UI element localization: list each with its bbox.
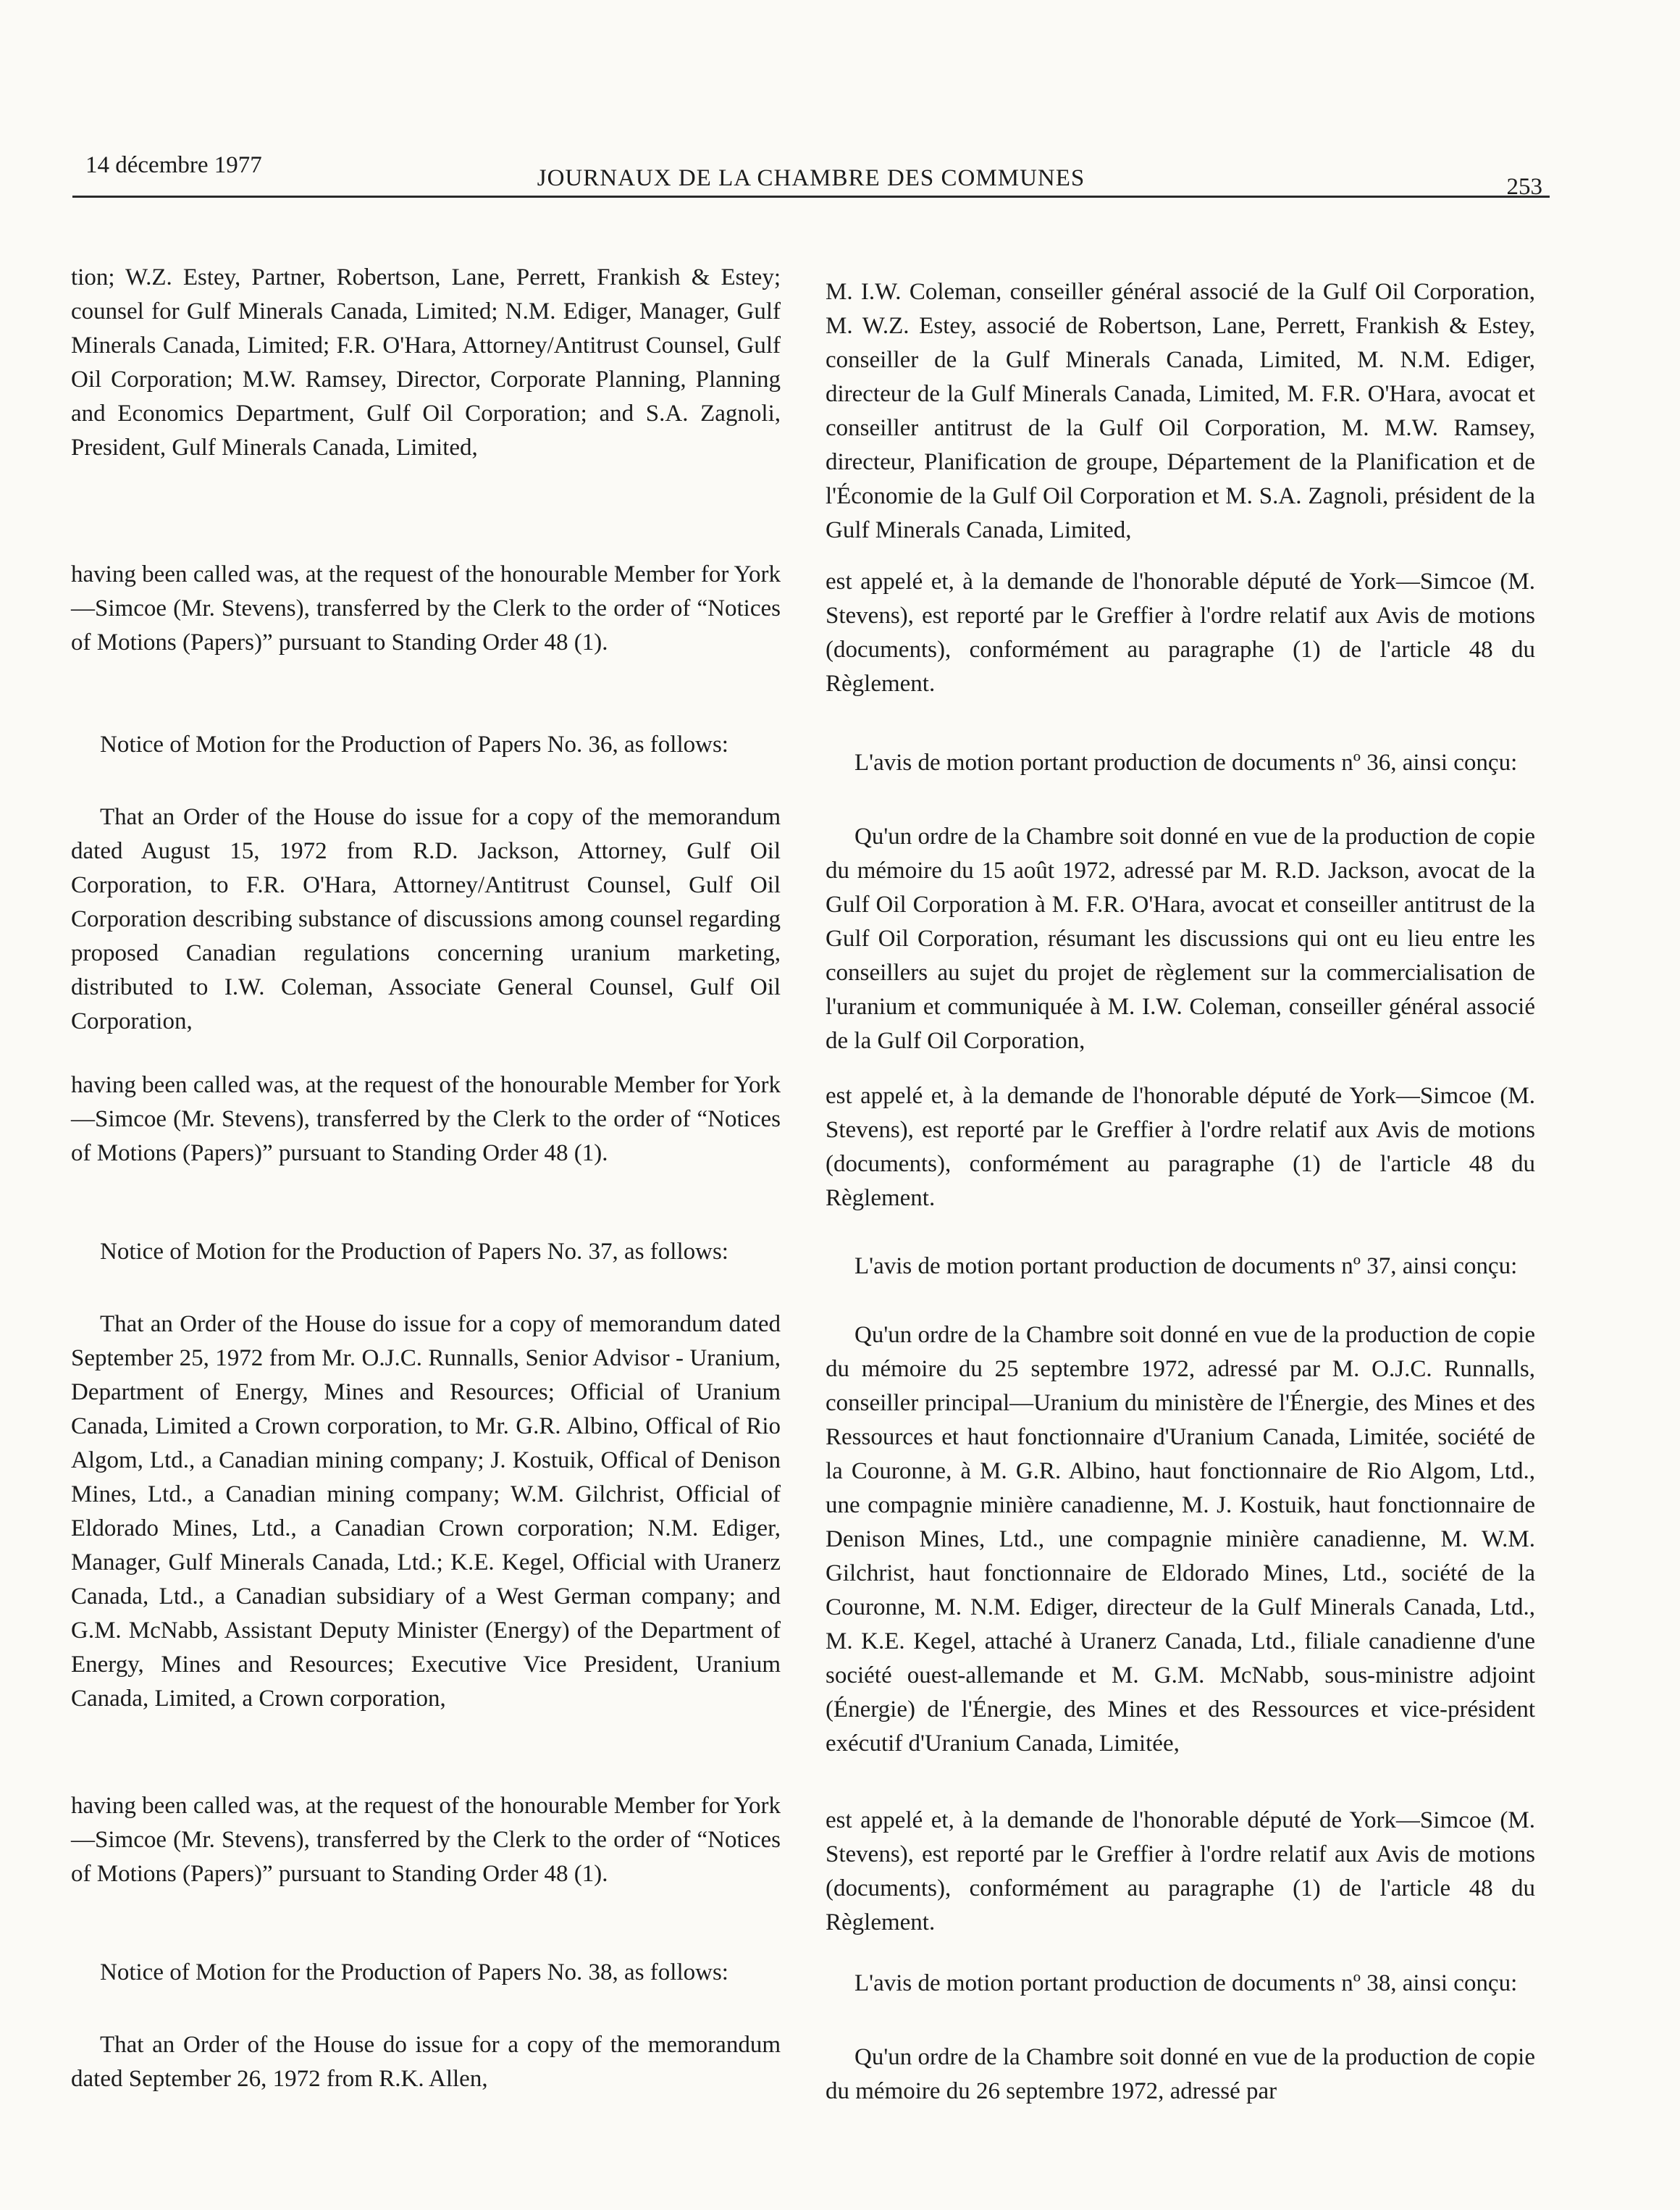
fr-paragraph-2: est appelé et, à la demande de l'honorable député de York—Simcoe (M. Stevens), est reporté par le Greffier à l'ordre relatif aux Avis de motions (documents), conformément au paragraphe (1) de l'article 48 du Règlement. xyxy=(826,569,1535,697)
fr-order-36: Qu'un ordre de la Chambre soit donné en vue de la production de copie du mémoire du 15 août 1972, adressé par M. R.D. Jackson, avocat de la Gulf Oil Corporation à M. F.R. O'Hara, avocat et conseiller antitrust de la Gulf Oil Corporation, résumant les discussions qui ont eu lieu entre les conseillers au sujet du projet de règlement sur la commercialisation de l'uranium et communiquée à M. I.W. Coleman, conseiller général associé de la Gulf Oil Corporation, xyxy=(826,824,1535,1054)
fr-order-37: Qu'un ordre de la Chambre soit donné en vue de la production de copie du mémoire du 25 septembre 1972, adressé par M. O.J.C. Runnalls, conseiller principal—Uranium du ministère de l'Énergie, des Mines et des Ressources et haut fonctionnaire d'Uranium Canada, Limitée, société de la Couronne, à M. G.R. Albino, haut fonctionnaire de Rio Algom, Ltd., une compagnie minière canadienne, M. J. Kostuik, haut fonctionnaire de Denison Mines, Ltd., une compagnie minière canadienne, M. W.M. Gilchrist, haut fonctionnaire de Eldorado Mines, Ltd., société de la Couronne, M. N.M. Ediger, directeur de la Gulf Minerals Canada, Ltd., M. K.E. Kegel, attaché à Uranerz Canada, Ltd., filiale canadienne d'une société ouest-allemande et M. G.M. McNabb, sous-ministre adjoint (Énergie) de l'Énergie, des Mines et des Ressources et vice-président exécutif d'Uranium Canada, Limitée, xyxy=(826,1322,1535,1757)
en-order-37: That an Order of the House do issue for a copy of memorandum dated September 25, 1972 from Mr. O.J.C. Runnalls, Senior Advisor - Uranium, Department of Energy, Mines and Resources; Official of Uranium Canada, Limited a Crown corporation, to Mr. G.R. Albino, Offical of Rio Algom, Ltd., a Canadian mining company; J. Kostuik, Offical of Denison Mines, Ltd., a Canadian mining company; W.M. Gilchrist, Official of Eldorado Mines, Ltd., a Canadian Crown corporation; N.M. Ediger, Manager, Gulf Minerals Canada, Ltd.; K.E. Kegel, Official with Uranerz Canada, Ltd., a Canadian subsidiary of a West German company; and G.M. McNabb, Assistant Deputy Minister (Energy) of the Department of Energy, Mines and Resources; Executive Vice President, Uranium Canada, Limited, a Crown corporation, xyxy=(71,1311,781,1712)
fr-order-38: Qu'un ordre de la Chambre soit donné en vue de la production de copie du mémoire du 26 septembre 1972, adressé par xyxy=(826,2044,1535,2104)
en-paragraph-2: having been called was, at the request of the honourable Member for York—Simcoe (Mr. Stevens), transferred by the Clerk to the order of “Notices of Motions (Papers)” pursuant to Standing Order 48 (1). xyxy=(71,561,781,656)
header-date: 14 décembre 1977 xyxy=(85,152,262,178)
fr-notice-37: L'avis de motion portant production de documents nº 37, ainsi conçu: xyxy=(854,1253,1518,1279)
page-number: 253 xyxy=(1506,174,1542,200)
en-notice-37: Notice of Motion for the Production of Papers No. 37, as follows: xyxy=(100,1239,728,1265)
en-paragraph-1: tion; W.Z. Estey, Partner, Robertson, Lane, Perrett, Frankish & Estey; counsel for Gulf Minerals Canada, Limited; N.M. Ediger, Manager, Gulf Minerals Canada, Limited; F.R. O'Hara, Attorney/Antitrust Counsel, Gulf Oil Corporation; M.W. Ramsey, Director, Corporate Planning, Planning and Economics Department, Gulf Oil Corporation; and S.A. Zagnoli, President, Gulf Minerals Canada, Limited, xyxy=(71,264,781,461)
en-notice-38: Notice of Motion for the Production of Papers No. 38, as follows: xyxy=(100,1959,728,1985)
en-order-38: That an Order of the House do issue for a copy of the memorandum dated September 26, 1972 from R.K. Allen, xyxy=(71,2032,781,2092)
fr-paragraph-5: est appelé et, à la demande de l'honorable député de York—Simcoe (M. Stevens), est reporté par le Greffier à l'ordre relatif aux Avis de motions (documents), conformément au paragraphe (1) de l'article 48 du Règlement. xyxy=(826,1083,1535,1211)
en-order-36: That an Order of the House do issue for a copy of the memorandum dated August 15, 1972 from R.D. Jackson, Attorney, Gulf Oil Corporation, to F.R. O'Hara, Attorney/Antitrust Counsel, Gulf Oil Corporation describing substance of discussions among counsel regarding proposed Canadian regulations concerning uranium marketing, distributed to I.W. Coleman, Associate General Counsel, Gulf Oil Corporation, xyxy=(71,804,781,1034)
header-journal-title: JOURNAUX DE LA CHAMBRE DES COMMUNES xyxy=(537,165,1085,191)
page-header xyxy=(72,145,1550,198)
fr-paragraph-8: est appelé et, à la demande de l'honorable député de York—Simcoe (M. Stevens), est reporté par le Greffier à l'ordre relatif aux Avis de motions (documents), conformément au paragraphe (1) de l'article 48 du Règlement. xyxy=(826,1807,1535,1935)
en-paragraph-8: having been called was, at the request of the honourable Member for York—Simcoe (Mr. Stevens), transferred by the Clerk to the order of “Notices of Motions (Papers)” pursuant to Standing Order 48 (1). xyxy=(71,1793,781,1887)
fr-paragraph-1: M. I.W. Coleman, conseiller général associé de la Gulf Oil Corporation, M. W.Z. Estey, associé de Robertson, Lane, Perrett, Frankish & Estey, conseiller de la Gulf Minerals Canada, Limited, M. N.M. Ediger, directeur de la Gulf Minerals Canada, Limited, M. F.R. O'Hara, avocat et conseiller antitrust de la Gulf Oil Corporation, M. M.W. Ramsey, directeur, Planification de groupe, Département de la Planification et de l'Économie de la Gulf Oil Corporation et M. S.A. Zagnoli, président de la Gulf Minerals Canada, Limited, xyxy=(826,279,1535,543)
fr-notice-38: L'avis de motion portant production de documents nº 38, ainsi conçu: xyxy=(854,1970,1518,1996)
fr-notice-36: L'avis de motion portant production de documents nº 36, ainsi conçu: xyxy=(854,750,1518,776)
en-paragraph-5: having been called was, at the request of the honourable Member for York—Simcoe (Mr. Stevens), transferred by the Clerk to the order of “Notices of Motions (Papers)” pursuant to Standing Order 48 (1). xyxy=(71,1072,781,1166)
en-notice-36: Notice of Motion for the Production of Papers No. 36, as follows: xyxy=(100,732,728,758)
